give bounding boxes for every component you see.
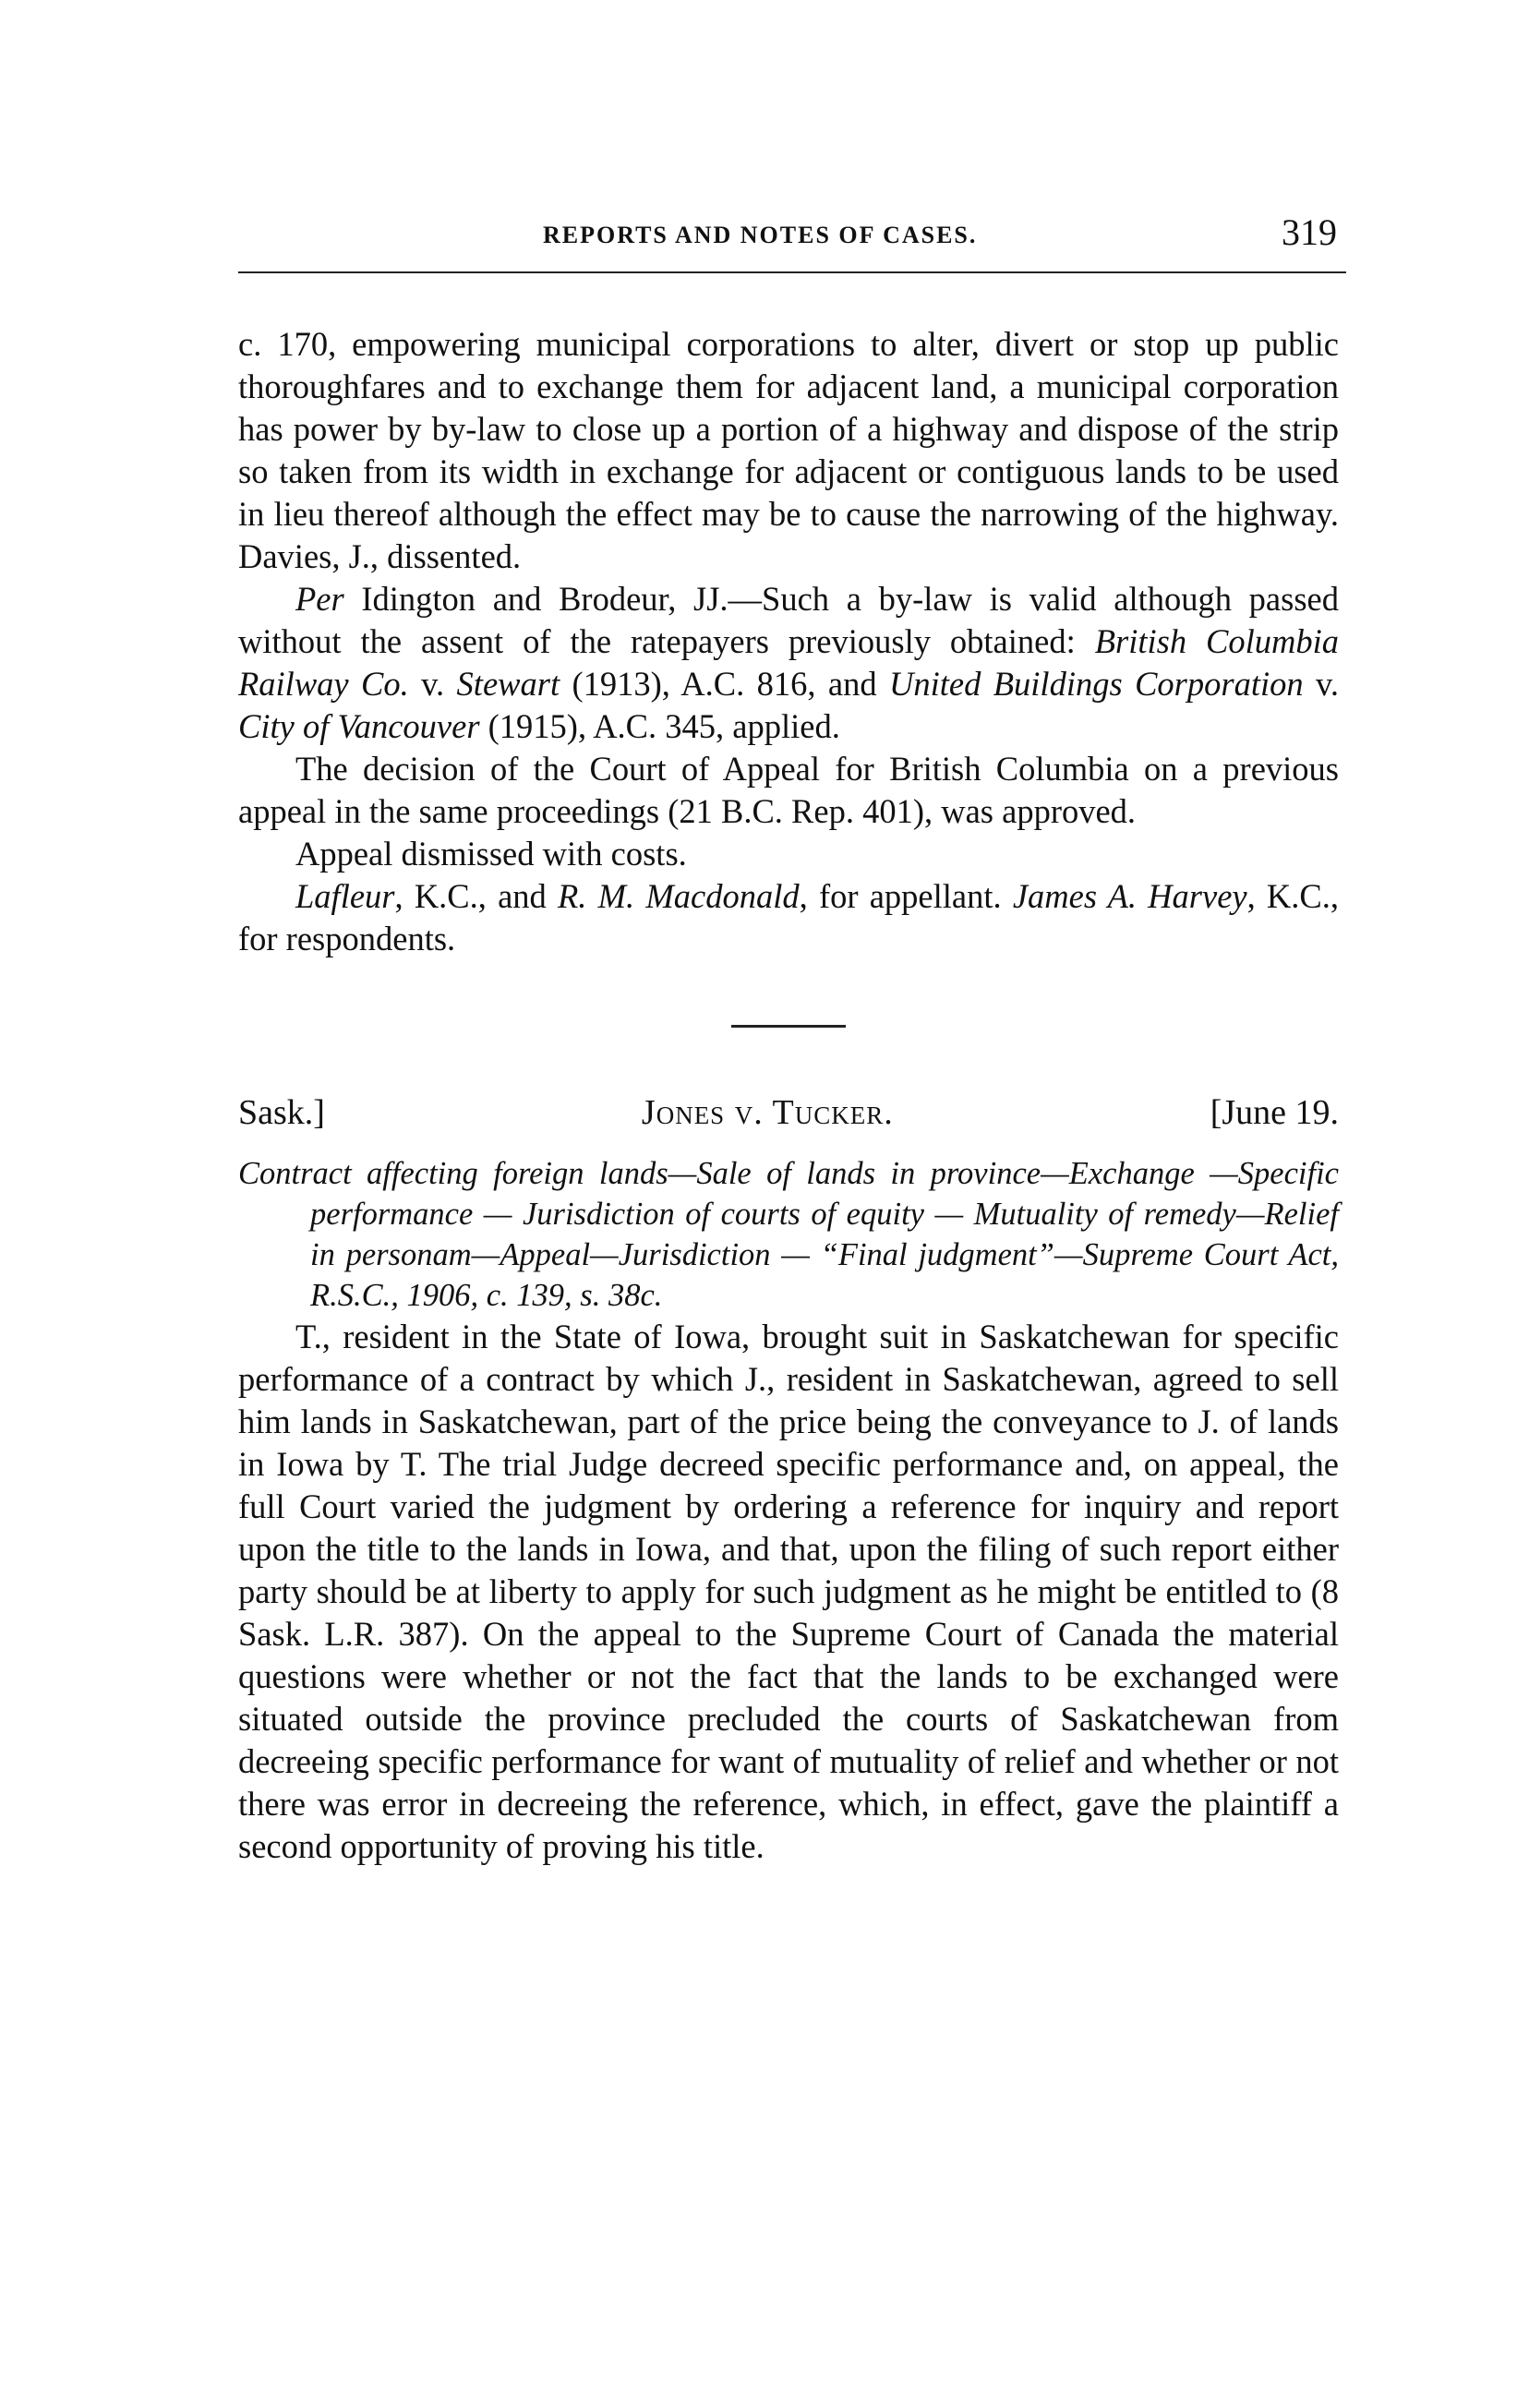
court-label: Sask.] [238, 1093, 325, 1132]
previous-case-paragraph-3: The decision of the Court of Appeal for British Columbia on a previous appeal in the same proceedings (21 B.C. Rep. 401), was approved. [238, 750, 1339, 830]
page-body [238, 323, 1339, 1868]
para2-text-b: (1913), A.C. 816, and [560, 665, 890, 703]
para2-text-a: Idington and Brodeur, JJ.—Such a by-law is valid although passed without the assent of the ratepayers previously obtained: [238, 580, 1339, 660]
para2-text-c: (1915), A.C. 345, applied. [479, 707, 840, 745]
versus: v. [408, 665, 457, 703]
counsel-name: James A. Harvey [1012, 877, 1247, 915]
page-header [238, 211, 1346, 266]
counsel-name: Lafleur [295, 877, 395, 915]
case-summary: T., resident in the State of Iowa, brought suit in Saskatchewan for specific performance of a contract by which J., resident in Saskatchewan, agreed to sell him lands in Saskatchewan, part of the price being the conveyance to J. of lands in Iowa by T. The trial Judge decreed specific performance and, on appeal, the full Court varied the judgment by ordering a reference for inquiry and report upon the title to the lands in Iowa, and that, upon the filing of such report either party should be at liberty to apply for such judgment as he might be entitled to (8 Sask. L.R. 387). On the appeal to the Supreme Court of Canada the material questions were whether or not the fact that the lands to be exchanged were situated outside the province precluded the courts of Saskatchewan from decreeing specific performance for want of mutuality of relief and whether or not there was error in decreeing the reference, which, in effect, gave the plaintiff a second opportunity of proving his title. [238, 1318, 1339, 1865]
case-heading [238, 1090, 1339, 1135]
disposition: Appeal dismissed with costs. [295, 835, 687, 873]
counsel-text: , for appellant. [799, 877, 1013, 915]
case-citation-party: Stewart [456, 665, 560, 703]
case-date: [June 19. [1210, 1093, 1339, 1132]
case-title: Jones v. Tucker. [641, 1093, 894, 1132]
case-citation-party: British Columbia Railway Co. [238, 622, 1339, 703]
counsel-text: , K.C., for respondents. [238, 877, 1340, 957]
counsel-text: , K.C., and [394, 877, 559, 915]
case-citation-party: City of Vancouver [238, 707, 480, 745]
per-italic: Per [295, 580, 344, 618]
counsel-name: R. M. Macdonald [558, 877, 800, 915]
header-rule [238, 271, 1346, 273]
previous-case-paragraph-1: c. 170, empowering municipal corporations to alter, divert or stop up public thoroughfares and to exchange them for adjacent land, a municipal corporation has power by by-law to close up a portion of a highway and dispose of the strip so taken from its width in exchange for adjacent or contiguous lands to be used in lieu thereof although the effect may be to cause the narrowing of the highway. Davies, J., dissented. [238, 325, 1339, 575]
previous-case-paragraph-2 [238, 578, 1339, 748]
case-citation-party: United Buildings Corporation [889, 665, 1304, 703]
running-head: REPORTS AND NOTES OF CASES. [543, 222, 978, 248]
page-number: 319 [1282, 211, 1337, 253]
case-separator [731, 1025, 846, 1028]
counsel-line [238, 875, 1339, 960]
versus: v. [1303, 665, 1340, 703]
headnote: Contract affecting foreign lands—Sale of lands in province—Exchange —Specific performance — Jurisdiction of courts of equity — Mutuality of remedy—Relief in personam—Appeal—Jurisdiction — “Final judgment”—Supreme Court Act, R.S.C., 1906, c. 139, s. 38c. [238, 1156, 1339, 1313]
